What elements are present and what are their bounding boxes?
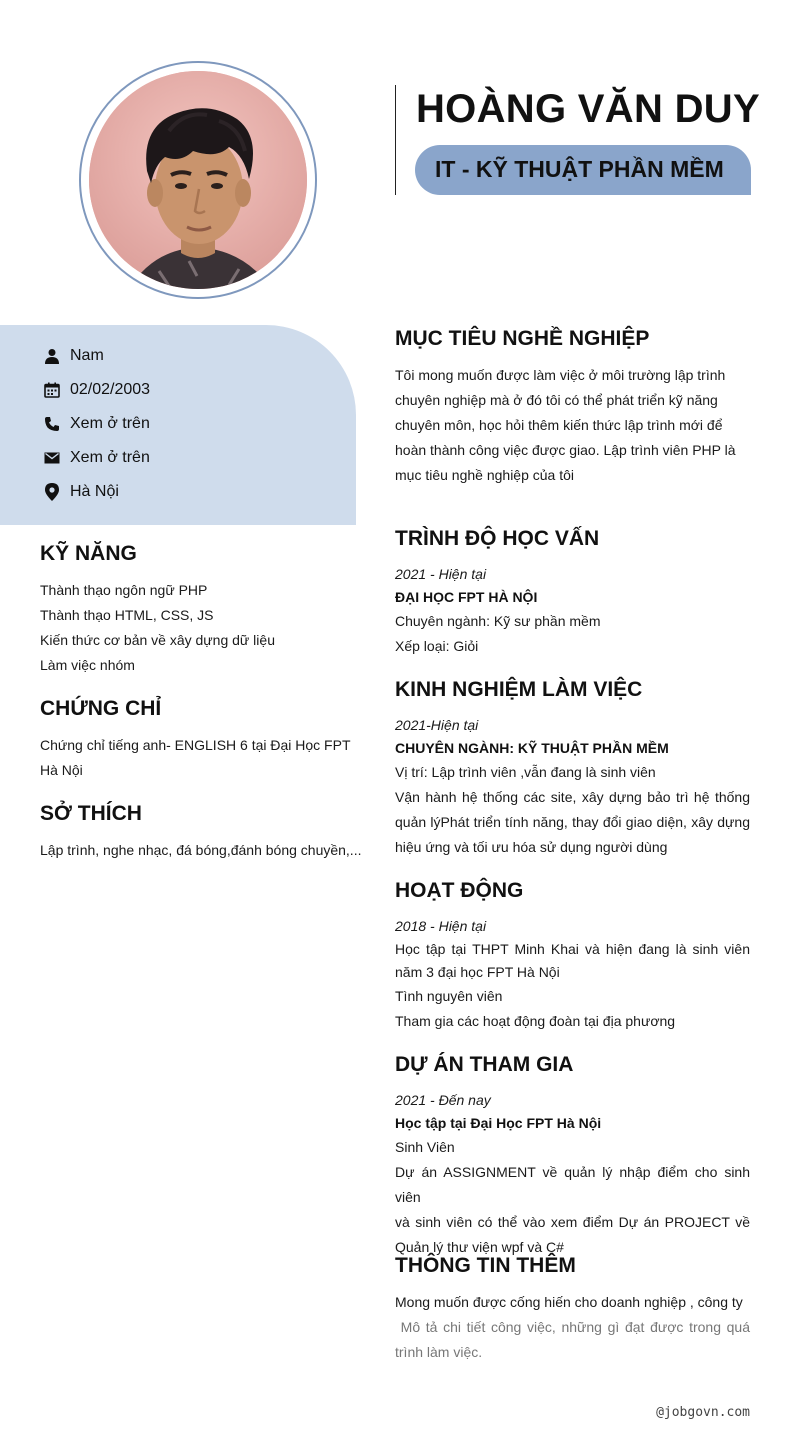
experience-desc-line: Vận hành hệ thống các site, xây dựng bảo trì hệ thống — [395, 789, 750, 805]
skill-item: Thành thạo HTML, CSS, JS — [40, 607, 214, 623]
candidate-name: HOÀNG VĂN DUY — [416, 87, 760, 131]
skill-item: Làm việc nhóm — [40, 657, 135, 673]
education-date: 2021 - Hiện tại — [395, 566, 487, 582]
contact-birthday-text: 02/02/2003 — [70, 381, 151, 398]
projects-desc-line: và sinh viên có thể vào xem điểm Dự án PROJECT về — [395, 1214, 750, 1230]
activities-date: 2018 - Hiện tại — [395, 918, 487, 934]
contact-gender-text: Nam — [70, 347, 104, 364]
job-title: IT - KỸ THUẬT PHẦN MỀM — [435, 156, 724, 182]
experience-position: Vị trí: Lập trình viên ,vẫn đang là sinh viên — [395, 764, 656, 780]
contact-address — [42, 480, 119, 504]
objective-line: hoàn thành công việc được giao. Lập trình viên PHP là — [395, 442, 736, 458]
projects-org: Học tập tại Đại Học FPT Hà Nội — [395, 1115, 602, 1131]
phone-icon — [42, 414, 62, 434]
projects-title: DỰ ÁN THAM GIA — [395, 1053, 574, 1076]
skills-title: KỸ NĂNG — [40, 542, 137, 565]
education-major: Chuyên ngành: Kỹ sư phần mềm — [395, 613, 601, 629]
contact-email — [42, 446, 150, 470]
activities-line: năm 3 đại học FPT Hà Nội — [395, 964, 560, 980]
activities-title: HOẠT ĐỘNG — [395, 879, 524, 902]
hobbies-section — [40, 802, 361, 863]
extra-info-placeholder: trình làm việc. — [395, 1344, 483, 1360]
profile-photo-frame — [79, 61, 317, 299]
activities-line: Học tập tại THPT Minh Khai và hiện đang là sinh viên — [395, 941, 750, 957]
name-block — [395, 85, 760, 195]
certificates-section — [40, 697, 351, 783]
skills-section — [40, 542, 275, 678]
contact-address-text: Hà Nội — [70, 483, 119, 500]
location-pin-icon — [42, 482, 62, 502]
certificates-title: CHỨNG CHỈ — [40, 697, 162, 720]
profile-photo — [89, 71, 307, 289]
projects-desc-line: Dự án ASSIGNMENT về quản lý nhập điểm cho sinh viên — [395, 1164, 750, 1205]
contact-phone — [42, 412, 150, 436]
person-icon — [42, 346, 62, 366]
extra-info-placeholder: Mô tả chi tiết công việc, những gì đạt được trong quá — [395, 1319, 750, 1335]
skill-item: Thành thạo ngôn ngữ PHP — [40, 582, 208, 598]
footer-watermark: @jobgovn.com — [656, 1405, 750, 1420]
contact-birthday — [42, 378, 150, 402]
mail-icon — [42, 448, 62, 468]
projects-date: 2021 - Đến nay — [395, 1092, 491, 1108]
activities-section — [395, 879, 750, 1034]
projects-desc-line: Quản lý thư viện wpf và C# — [395, 1239, 564, 1255]
experience-title: KINH NGHIỆM LÀM VIỆC — [395, 678, 643, 701]
experience-desc-line: quản lýPhát triển tính năng, thay đổi giao diện, xây dựng — [395, 814, 750, 830]
contact-panel — [0, 325, 356, 525]
job-title-badge — [415, 145, 751, 195]
projects-role: Sinh Viên — [395, 1139, 455, 1155]
portrait-illustration — [89, 71, 307, 289]
contact-gender — [42, 344, 104, 368]
objective-line: Tôi mong muốn được làm việc ở môi trường lập trình — [395, 367, 726, 383]
education-title: TRÌNH ĐỘ HỌC VẤN — [395, 527, 600, 550]
experience-date: 2021-Hiện tại — [395, 717, 479, 733]
objective-line: chuyên nghiệp mà ở đó tôi có thể phát triển kỹ năng — [395, 392, 718, 408]
skill-item: Kiến thức cơ bản về xây dựng dữ liệu — [40, 632, 275, 648]
hobbies-text: Lập trình, nghe nhạc, đá bóng,đánh bóng chuyền,... — [40, 842, 362, 858]
experience-desc-line: hiệu ứng và tối ưu hóa sử dụng người dùng — [395, 839, 668, 855]
extra-info-title: THÔNG TIN THÊM — [395, 1254, 576, 1277]
hobbies-title: SỞ THÍCH — [40, 802, 142, 825]
certificate-line: Chứng chỉ tiếng anh- ENGLISH 6 tại Đại Học FPT — [40, 737, 351, 753]
education-school: ĐẠI HỌC FPT HÀ NỘI — [395, 589, 538, 605]
extra-info-text: Mong muốn được cống hiến cho doanh nghiệp , công ty — [395, 1294, 743, 1310]
objective-section — [395, 327, 750, 488]
activities-union: Tham gia các hoạt động đoàn tại địa phương — [395, 1013, 676, 1029]
projects-section — [395, 1053, 750, 1260]
activities-volunteer: Tình nguyên viên — [395, 988, 503, 1004]
extra-info-section — [395, 1254, 750, 1365]
objective-line: mục tiêu nghề nghiệp của tôi — [395, 467, 575, 483]
education-grade: Xếp loại: Giỏi — [395, 638, 479, 654]
experience-section — [395, 678, 750, 860]
calendar-icon — [42, 380, 62, 400]
objective-title: MỤC TIÊU NGHỀ NGHIỆP — [395, 327, 650, 350]
certificate-line: Hà Nội — [40, 762, 83, 778]
objective-line: chuyên môn, học hỏi thêm kiến thức lập trình mới để — [395, 417, 723, 433]
experience-org: CHUYÊN NGÀNH: KỸ THUẬT PHẦN MỀM — [395, 740, 669, 756]
contact-phone-text: Xem ở trên — [70, 415, 150, 432]
contact-email-text: Xem ở trên — [70, 449, 150, 466]
education-section — [395, 527, 750, 659]
